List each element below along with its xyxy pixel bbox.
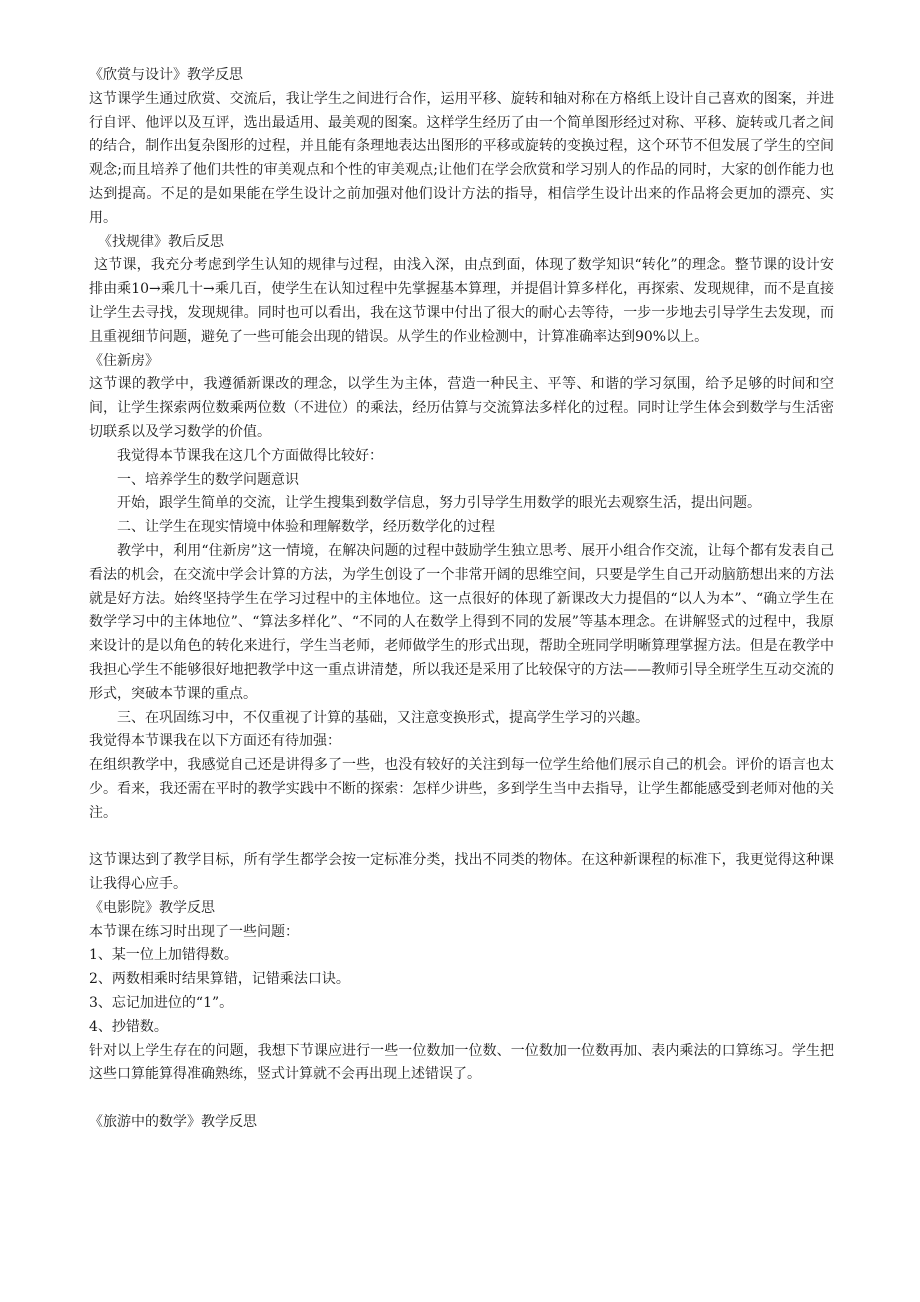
blank-line <box>89 1087 834 1111</box>
list-item: 2、两数相乘时结果算错，记错乘法口诀。 <box>89 971 350 988</box>
blank-line <box>89 826 834 850</box>
section-title-new-house: 《住新房》 <box>89 352 159 369</box>
section-body-appreciate-design: 这节课学生通过欣赏、交流后，我让学生之间进行合作，运用平移、旋转和轴对称在方格纸上设计自己喜欢的图案，并进行自评、他评以及互评，选出最适用、最美观的图案。这样学生经历了由一个简单图形经过对称、平移、旋转或几者之间的结合，制作出复杂图形的过程，并且能有条理地表达出图形的平移或旋转的变换过程，这个环节不但发展了学生的空间观念;而且培养了他们共性的审美观点和个性的审美观点;让他们在学会欣赏和学习别人的作品的同时，大家的创作能力也达到提高。不足的是如果能在学生设计之前加强对他们设计方法的指导，相信学生设计出来的作品将会更加的漂亮、实用。 <box>89 90 834 226</box>
cinema-lead: 本节课在练习时出现了一些问题： <box>89 923 299 940</box>
point-3-title: 三、在巩固练习中，不仅重视了计算的基础，又注意变换形式，提高学生学习的兴趣。 <box>117 709 649 726</box>
section-title-find-pattern: 《找规律》教后反思 <box>98 233 224 250</box>
improve-lead: 我觉得本节课我在以下方面还有待加强： <box>89 733 341 750</box>
section-title-travel-math: 《旅游中的数学》教学反思 <box>89 1114 257 1131</box>
point-1-title: 一、培养学生的数学问题意识 <box>117 471 299 488</box>
document-page <box>89 64 834 1135</box>
list-item: 4、抄错数。 <box>89 1018 168 1035</box>
cinema-body: 针对以上学生存在的问题，我想下节课应进行一些一位数加一位数、一位数加一位数再加、表内乘法的口算练习。学生把这些口算能算得准确熟练，竖式计算就不会再出现上述错误了。 <box>89 1042 834 1083</box>
section-intro-new-house: 这节课的教学中，我遵循新课改的理念，以学生为主体，营造一种民主、平等、和谐的学习氛围，给予足够的时间和空间，让学生探索两位数乘两位数（不进位）的乘法，经历估算与交流算法多样化的过程。同时让学生体会到数学与生活密切联系以及学习数学的价值。 <box>89 376 834 440</box>
section-body-find-pattern: 这节课，我充分考虑到学生认知的规律与过程，由浅入深，由点到面，体现了数学知识“转化”的理念。整节课的设计安排由乘10→乘几十→乘几百，使学生在认知过程中先掌握基本算理，并提倡计算多样化，再探索、发现规律，而不是直接让学生去寻找，发现规律。同时也可以看出，我在这节课中付出了很大的耐心去等待，一步一步地去引导学生去发现，而且重视细节问题，避免了一些可能会出现的错误。从学生的作业检测中，计算准确率达到90%以上。 <box>89 257 834 345</box>
section-title-appreciate-design: 《欣赏与设计》教学反思 <box>89 67 243 83</box>
good-points-lead: 我觉得本节课我在这几个方面做得比较好： <box>117 447 383 464</box>
section-title-cinema: 《电影院》教学反思 <box>89 899 215 916</box>
list-item: 3、忘记加进位的“1”。 <box>89 995 234 1012</box>
classification-summary: 这节课达到了教学目标，所有学生都学会按一定标准分类，找出不同类的物体。在这种新课程的标准下，我更觉得这种课让我得心应手。 <box>89 852 834 893</box>
point-2-title: 二、让学生在现实情境中体验和理解数学，经历数学化的过程 <box>117 519 495 536</box>
point-1-body: 开始，跟学生简单的交流，让学生搜集到数学信息，努力引导学生用数学的眼光去观察生活，提出问题。 <box>117 495 761 512</box>
list-item: 1、某一位上加错得数。 <box>89 947 238 964</box>
point-2-body: 教学中，利用“住新房”这一情境，在解决问题的过程中鼓励学生独立思考、展开小组合作交流，让每个都有发表自己看法的机会，在交流中学会计算的方法，为学生创设了一个非常开阔的思维空间，只要是学生自己开动脑筋想出来的方法就是好方法。始终坚持学生在学习过程中的主体地位。这一点很好的体现了新课改大力提倡的“以人为本”、“确立学生在数学学习中的主体地位”、“算法多样化”、“不同的人在数学上得到不同的发展”等基本理念。在讲解竖式的过程中，我原来设计的是以角色的转化来进行，学生当老师，老师做学生的形式出现，帮助全班同学明晰算理掌握方法。但是在教学中我担心学生不能够很好地把教学中这一重点讲清楚，所以我还是采用了比较保守的方法——教师引导全班学生互动交流的形式，突破本节课的重点。 <box>89 542 834 702</box>
improve-body: 在组织教学中，我感觉自己还是讲得多了一些，也没有较好的关注到每一位学生给他们展示自己的机会。评价的语言也太少。看来，我还需在平时的教学实践中不断的探索：怎样少讲些，多到学生当中去指导，让学生都能感受到老师对他的关注。 <box>89 757 834 821</box>
